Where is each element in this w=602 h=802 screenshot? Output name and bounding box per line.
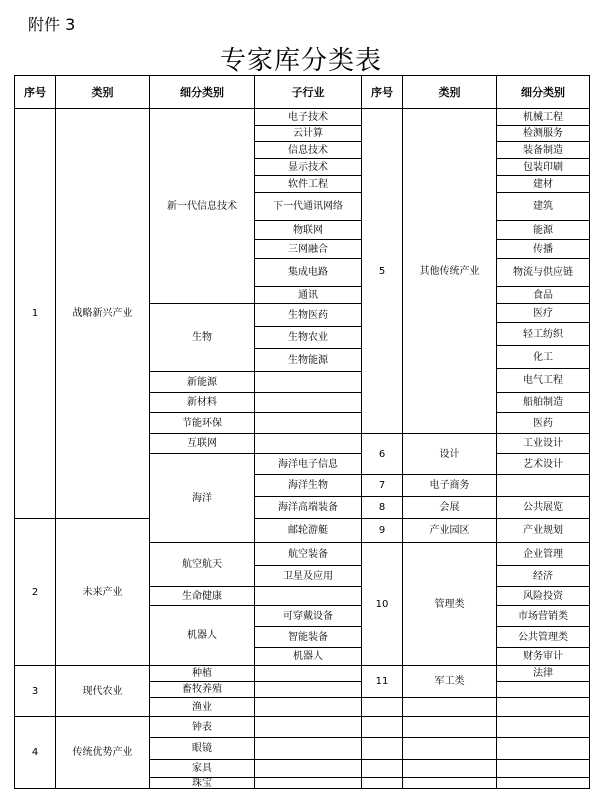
empty-cell (496, 474, 590, 497)
subcategory-cell: 新一代信息技术 (149, 108, 255, 304)
empty-cell (254, 697, 362, 717)
subindustry-cell: 卫星及应用 (254, 565, 362, 587)
category-cell: 电子商务 (402, 474, 497, 497)
empty-cell (254, 665, 362, 682)
subindustry-cell: 海洋电子信息 (254, 453, 362, 475)
subindustry-cell: 信息技术 (254, 141, 362, 159)
subcategory-cell: 珠宝 (149, 777, 255, 789)
category-cell: 军工类 (402, 665, 497, 698)
empty-cell (254, 681, 362, 698)
subcategory-cell: 检测服务 (496, 125, 590, 142)
subcategory-cell: 化工 (496, 345, 590, 369)
category-cell: 设计 (402, 433, 497, 475)
subindustry-cell: 下一代通讯网络 (254, 192, 362, 221)
seq-cell: 10 (361, 542, 403, 666)
subindustry-cell: 软件工程 (254, 175, 362, 193)
seq-cell: 9 (361, 518, 403, 543)
empty-cell (402, 697, 497, 717)
attachment-label: 附件 3 (28, 15, 76, 34)
subcategory-cell: 互联网 (149, 433, 255, 454)
empty-cell (254, 412, 362, 434)
empty-cell (402, 737, 497, 760)
subindustry-cell: 显示技术 (254, 158, 362, 176)
empty-cell (361, 716, 403, 738)
empty-cell (361, 737, 403, 760)
header-seq2: 序号 (361, 75, 403, 109)
category-cell: 产业园区 (402, 518, 497, 543)
subcategory-cell: 艺术设计 (496, 453, 590, 475)
subcategory-cell: 机械工程 (496, 108, 590, 126)
empty-cell (496, 759, 590, 778)
subcategory-cell: 机器人 (149, 605, 255, 666)
subindustry-cell: 通讯 (254, 286, 362, 304)
page-title: 专家库分类表 (219, 46, 382, 76)
subcategory-cell: 建材 (496, 175, 590, 193)
empty-cell (496, 697, 590, 717)
header-seq: 序号 (14, 75, 56, 109)
subcategory-cell: 船舶制造 (496, 392, 590, 413)
subcategory-cell: 装备制造 (496, 141, 590, 159)
empty-cell (496, 716, 590, 738)
subcategory-cell: 生物 (149, 303, 255, 372)
seq-cell: 5 (361, 108, 403, 434)
subcategory-cell: 风险投资 (496, 586, 590, 606)
subcategory-cell: 新材料 (149, 392, 255, 413)
seq-cell: 1 (14, 108, 56, 519)
subcategory-cell: 经济 (496, 565, 590, 587)
header-sub_industry: 子行业 (254, 75, 362, 109)
subcategory-cell: 医疗 (496, 303, 590, 323)
subcategory-cell: 公共展览 (496, 496, 590, 519)
subindustry-cell: 邮轮游艇 (254, 518, 362, 543)
category-cell: 管理类 (402, 542, 497, 666)
seq-cell: 8 (361, 496, 403, 519)
subcategory-cell: 种植 (149, 665, 255, 682)
subindustry-cell: 集成电路 (254, 258, 362, 287)
category-cell: 未来产业 (55, 518, 150, 666)
subcategory-cell: 财务审计 (496, 647, 590, 666)
subcategory-cell: 市场营销类 (496, 605, 590, 627)
empty-cell (254, 777, 362, 789)
category-cell: 会展 (402, 496, 497, 519)
empty-cell (402, 777, 497, 789)
subcategory-cell: 包装印刷 (496, 158, 590, 176)
subindustry-cell: 电子技术 (254, 108, 362, 126)
subcategory-cell: 法律 (496, 665, 590, 682)
empty-cell (254, 586, 362, 606)
subcategory-cell: 公共管理类 (496, 626, 590, 648)
subcategory-cell: 生命健康 (149, 586, 255, 606)
subcategory-cell: 物流与供应链 (496, 258, 590, 287)
subindustry-cell: 可穿戴设备 (254, 605, 362, 627)
subcategory-cell: 眼镜 (149, 737, 255, 760)
subcategory-cell: 医药 (496, 412, 590, 434)
subindustry-cell: 智能装备 (254, 626, 362, 648)
empty-cell (254, 392, 362, 413)
header-category2: 类别 (402, 75, 497, 109)
subindustry-cell: 海洋高端装备 (254, 496, 362, 519)
empty-cell (254, 433, 362, 454)
empty-cell (361, 697, 403, 717)
subcategory-cell: 企业管理 (496, 542, 590, 566)
header-sub_category2: 细分类别 (496, 75, 590, 109)
empty-cell (254, 737, 362, 760)
category-cell: 战略新兴产业 (55, 108, 150, 519)
subcategory-cell: 传播 (496, 239, 590, 259)
seq-cell: 7 (361, 474, 403, 497)
seq-cell: 6 (361, 433, 403, 475)
subindustry-cell: 机器人 (254, 647, 362, 666)
seq-cell: 11 (361, 665, 403, 698)
subcategory-cell: 能源 (496, 220, 590, 240)
subcategory-cell: 钟表 (149, 716, 255, 738)
subcategory-cell: 产业规划 (496, 518, 590, 543)
subindustry-cell: 海洋生物 (254, 474, 362, 497)
subcategory-cell: 家具 (149, 759, 255, 778)
subcategory-cell: 食品 (496, 286, 590, 304)
empty-cell (361, 759, 403, 778)
header-sub_category: 细分类别 (149, 75, 255, 109)
subindustry-cell: 生物医药 (254, 303, 362, 327)
empty-cell (254, 759, 362, 778)
category-cell: 其他传统产业 (402, 108, 497, 434)
subindustry-cell: 物联网 (254, 220, 362, 240)
subcategory-cell: 畜牧养殖 (149, 681, 255, 698)
empty-cell (361, 777, 403, 789)
subcategory-cell: 航空航天 (149, 542, 255, 587)
subcategory-cell: 建筑 (496, 192, 590, 221)
subcategory-cell: 轻工纺织 (496, 322, 590, 346)
empty-cell (402, 716, 497, 738)
subcategory-cell: 电气工程 (496, 368, 590, 393)
subcategory-cell: 新能源 (149, 371, 255, 393)
subcategory-cell: 节能环保 (149, 412, 255, 434)
empty-cell (496, 737, 590, 760)
subindustry-cell: 航空装备 (254, 542, 362, 566)
subindustry-cell: 生物农业 (254, 326, 362, 349)
empty-cell (254, 716, 362, 738)
seq-cell: 2 (14, 518, 56, 666)
empty-cell (496, 681, 590, 698)
header-category: 类别 (55, 75, 150, 109)
subcategory-cell: 海洋 (149, 453, 255, 543)
seq-cell: 3 (14, 665, 56, 717)
empty-cell (402, 759, 497, 778)
category-cell: 现代农业 (55, 665, 150, 717)
empty-cell (496, 777, 590, 789)
subcategory-cell: 渔业 (149, 697, 255, 717)
subcategory-cell: 工业设计 (496, 433, 590, 454)
seq-cell: 4 (14, 716, 56, 789)
category-cell: 传统优势产业 (55, 716, 150, 789)
subindustry-cell: 云计算 (254, 125, 362, 142)
subindustry-cell: 生物能源 (254, 348, 362, 372)
subindustry-cell: 三网融合 (254, 239, 362, 259)
empty-cell (254, 371, 362, 393)
